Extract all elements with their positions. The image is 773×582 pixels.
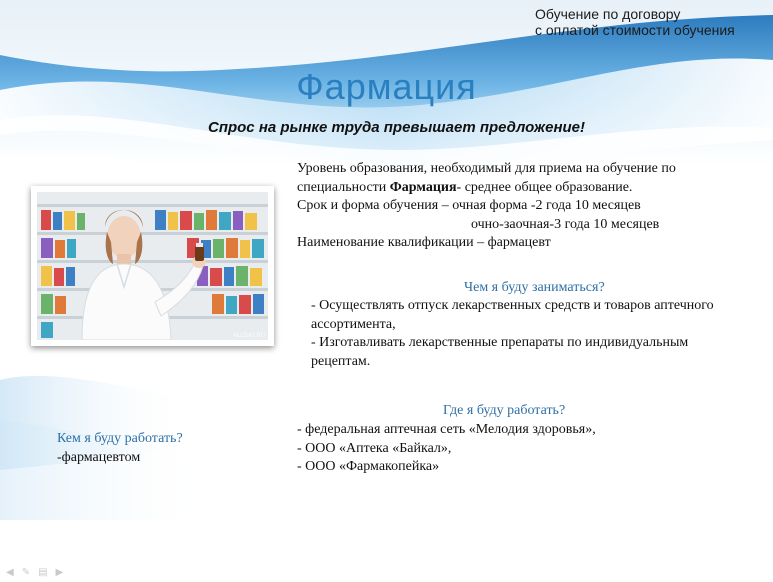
list-item: - Осуществлять отпуск лекарственных средств и товаров аптечного (311, 298, 714, 313)
profession-block (57, 430, 183, 467)
list-item: рецептам. (311, 353, 371, 369)
list-item: - ООО «Фармакопейка» (297, 459, 440, 474)
page-title: Фармация (296, 66, 477, 107)
info-line-parttime: очно-заочная-3 года 10 месяцев (471, 216, 660, 232)
tuition-note (535, 6, 765, 38)
back-arrow-icon[interactable]: ◀ (6, 567, 14, 578)
list-item: - Изготавливать лекарственные препараты по индивидуальным (311, 335, 689, 350)
forward-arrow-icon[interactable]: ▶ (55, 567, 64, 578)
info-line-specialty (297, 179, 757, 198)
duties-heading: Чем я буду заниматься? (464, 280, 605, 295)
info-specialty-suffix: - среднее общее образование. (456, 179, 633, 195)
pharmacist-photo-frame (31, 186, 274, 346)
photo-watermark: ALLDAY.RU (232, 333, 265, 339)
list-item: - ООО «Аптека «Байкал», (297, 440, 452, 456)
profession-answer: -фармацевтом (57, 449, 141, 465)
info-specialty-prefix: специальности (297, 179, 390, 195)
list-item: ассортимента, (311, 316, 396, 332)
slides-icon[interactable]: ▤ (38, 567, 48, 578)
program-info (297, 160, 757, 253)
info-line-qualification: Наименование квалификации – фармацевт (297, 235, 551, 250)
info-line-fulltime: Срок и форма обучения – очная форма -2 года 10 месяцев (297, 198, 641, 213)
workplaces-heading: Где я буду работать? (443, 403, 566, 418)
page-subtitle: Спрос на рынке труда превышает предложение! (207, 119, 585, 136)
slideshow-nav (6, 567, 63, 578)
duties-list (311, 297, 714, 371)
pharmacist-photo (37, 192, 268, 340)
profession-question: Кем я буду работать? (57, 431, 183, 446)
tuition-note-line2: с оплатой стоимости обучения (535, 22, 735, 38)
list-item: - федеральная аптечная сеть «Мелодия здоровья», (297, 422, 596, 437)
info-line-education: Уровень образования, необходимый для приема на обучение по (297, 161, 676, 176)
workplaces-list (297, 421, 596, 477)
tuition-note-line1: Обучение по договору (535, 6, 681, 22)
pen-icon[interactable]: ✎ (21, 567, 31, 578)
info-specialty-name: Фармация (389, 179, 457, 195)
